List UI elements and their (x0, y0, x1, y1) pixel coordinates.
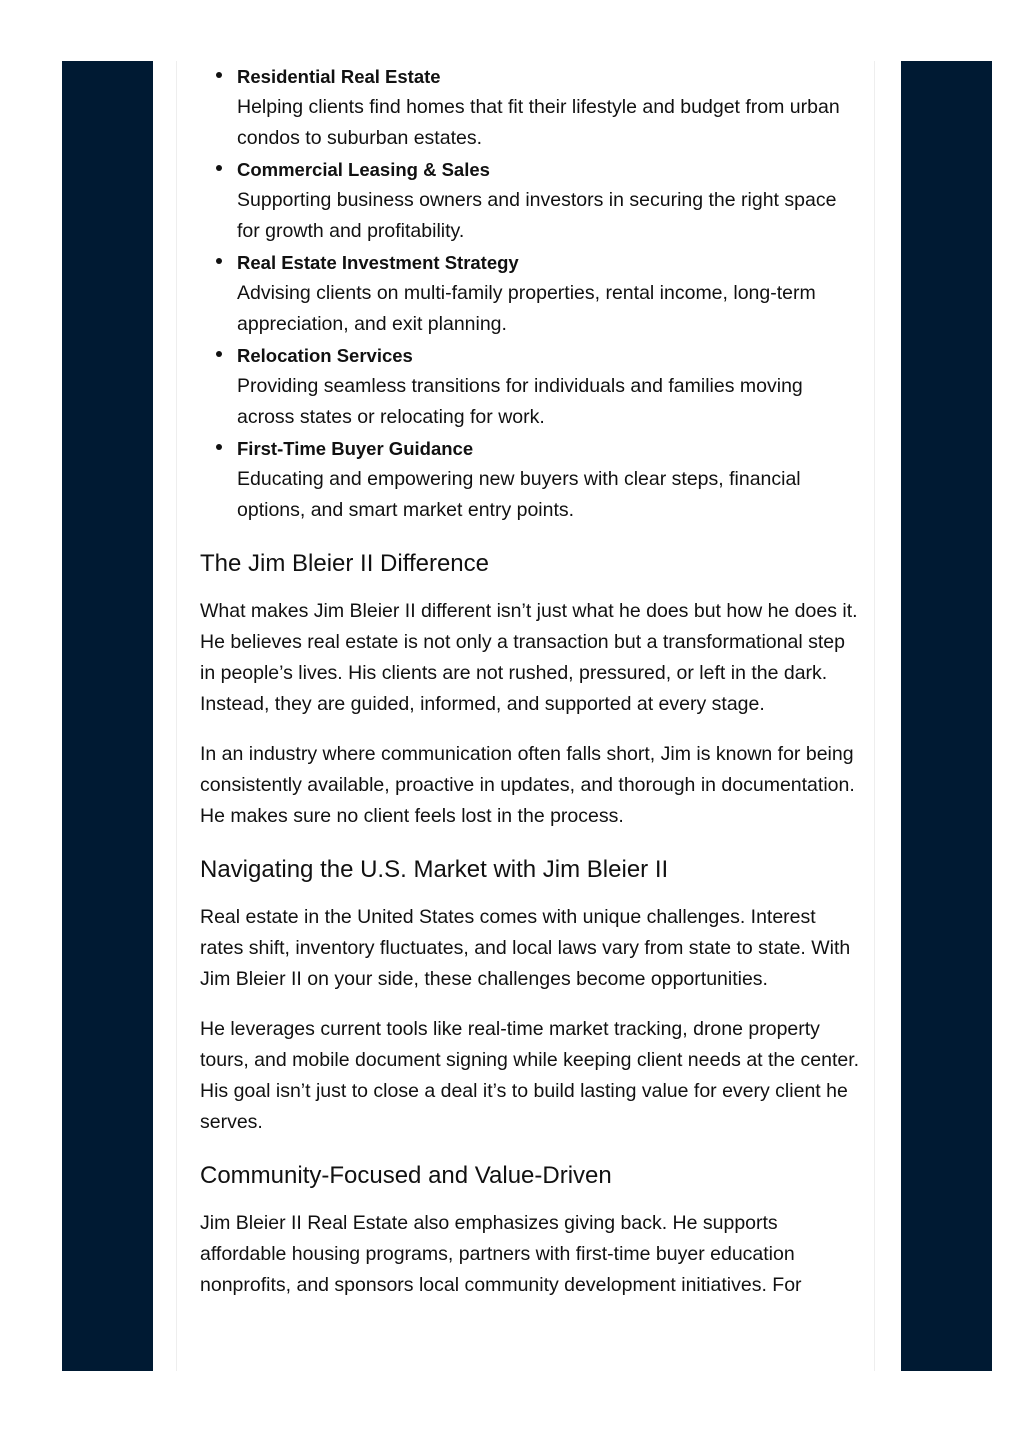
service-title: Commercial Leasing & Sales (237, 159, 490, 180)
paragraph: Real estate in the United States comes with unique challenges. Interest rates shift, inventory fluctuates, and local laws vary from state to state. With Jim Bleier II on your side, these challenges become opportunities. (200, 906, 851, 990)
list-item (200, 61, 860, 154)
list-item (200, 340, 860, 433)
paragraph: Jim Bleier II Real Estate also emphasizes giving back. He supports affordable housing programs, partners with first-time buyer education nonprofits, and sponsors local community development initiatives. For (200, 1212, 802, 1296)
left-decorative-bar (62, 61, 153, 1371)
service-title: Relocation Services (237, 345, 413, 366)
paragraph: What makes Jim Bleier II different isn’t just what he does but how he does it. He believes real estate is not only a transaction but a transformational step in people’s lives. His clients are not rushed, pressured, or left in the dark. Instead, they are guided, informed, and supported at every stage. (200, 600, 858, 715)
section-heading-market: Navigating the U.S. Market with Jim Bleier II (200, 856, 669, 883)
service-description: Educating and empowering new buyers with clear steps, financial options, and smart market entry points. (237, 468, 801, 521)
section-heading-community: Community-Focused and Value-Driven (200, 1162, 612, 1189)
services-list (200, 61, 860, 526)
service-description: Advising clients on multi-family properties, rental income, long-term appreciation, and exit planning. (237, 282, 816, 335)
article-frame (176, 61, 875, 1371)
article-content (200, 61, 860, 1320)
section-heading-difference: The Jim Bleier II Difference (200, 550, 489, 577)
list-item (200, 154, 860, 247)
paragraph: In an industry where communication often falls short, Jim is known for being consistently available, proactive in updates, and thorough in documentation. He makes sure no client feels lost in the process. (200, 743, 855, 827)
service-description: Helping clients find homes that fit their lifestyle and budget from urban condos to suburban estates. (237, 96, 840, 149)
list-item (200, 433, 860, 526)
right-decorative-bar (901, 61, 992, 1371)
service-title: First-Time Buyer Guidance (237, 438, 474, 459)
service-description: Providing seamless transitions for individuals and families moving across states or relocating for work. (237, 375, 803, 428)
service-description: Supporting business owners and investors in securing the right space for growth and profitability. (237, 189, 837, 242)
paragraph: He leverages current tools like real-time market tracking, drone property tours, and mobile document signing while keeping client needs at the center. His goal isn’t just to close a deal it’s to build lasting value for every client he serves. (200, 1018, 860, 1133)
service-title: Residential Real Estate (237, 66, 441, 87)
service-title: Real Estate Investment Strategy (237, 252, 519, 273)
list-item (200, 247, 860, 340)
